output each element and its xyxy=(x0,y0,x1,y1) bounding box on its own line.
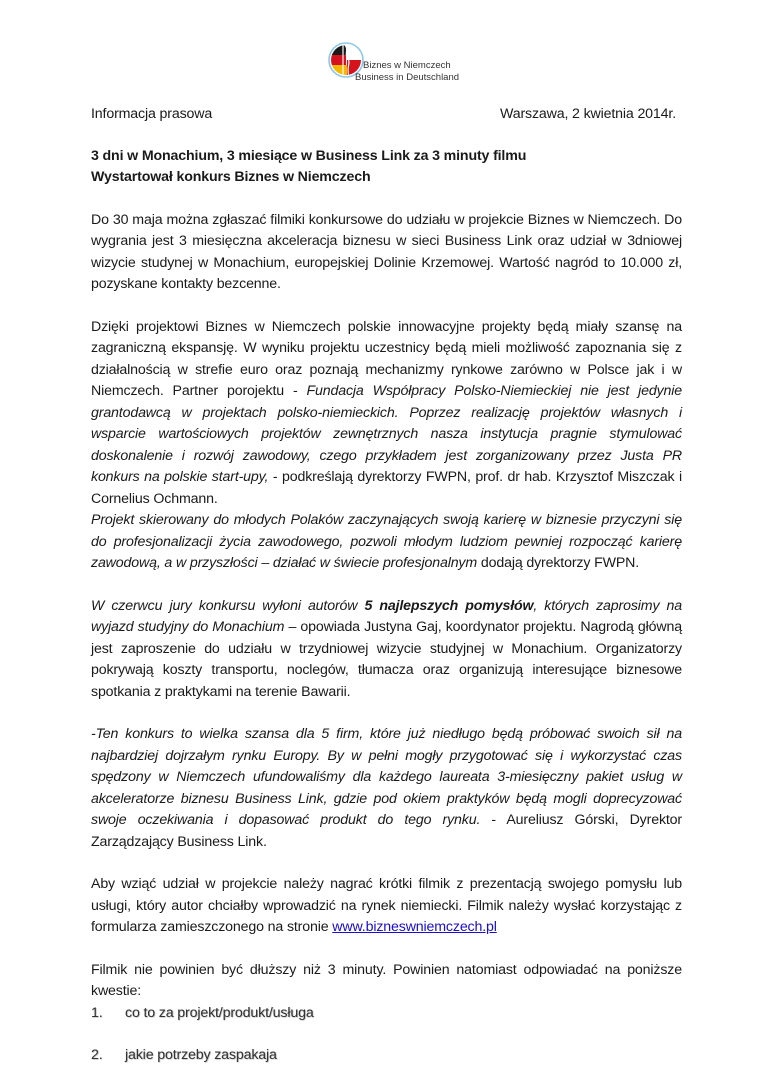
paragraph-1: Do 30 maja można zgłaszać filmiki konkursowe do udziału w projekcie Biznes w Niemczech. Do wygrania jest 3 miesięczna akceleracja biznesu w sieci Business Link oraz udział w 3dniowej wizycie studynej w Monachium, europejskiej Dolinie Krzemowej. Wartość nagród to 10.000 zł, pozyskane kontakty bezcenne. xyxy=(91,211,682,292)
paragraph-2 xyxy=(91,317,682,511)
logo-line-2: Business in Deutschland xyxy=(355,72,460,83)
list-item-text: co to za projekt/produkt/usługa xyxy=(125,1004,314,1021)
list-item xyxy=(91,1003,682,1025)
paragraph-5-quote: -Ten konkurs to wielka szansa dla 5 firm, które już niedługo będą próbować swoich sił na najbardziej dojrzałym rynku Europy. By w pełni mogły przygotować się i wykorzystać czas spędzony w Niemczech ufundowaliśmy dla każdego laureata 3-miesięczny pakiet usług w akceleratorze biznesu Business Link, gdzie pod okiem praktyków będą mogli doprecyzować swoje oczekiwania i dopasować produkt do tego rynku. xyxy=(91,726,682,828)
logo-text xyxy=(355,60,460,84)
document-date: Warszawa, 2 kwietnia 2014r. xyxy=(499,106,676,122)
list-item-number: 1. xyxy=(91,1004,103,1021)
paragraph-7: Filmik nie powinien być dłuższy niż 3 minuty. Powinien natomiast odpowiadać na poniższe kwestie: xyxy=(91,961,682,999)
paragraph-4-text: – opowiada Justyna Gaj, koordynator projektu. Nagrodą główną jest zaproszenie do udziału w trzydniowej wizycie studyjnej w Monachium. Organizatorzy pokrywają koszty transportu, noclegów, tłumacza oraz organizują interesujące biznesowe spotkania z praktykami na terenie Bawarii. xyxy=(91,619,682,700)
question-list xyxy=(91,1003,682,1067)
paragraph-5-text: - Aureliusz Górski, Dyrektor Zarządzający Business Link. xyxy=(91,812,682,850)
list-item-number: 2. xyxy=(91,1047,103,1063)
paragraph-4-quote-a: W czerwcu jury konkursu wyłoni autorów xyxy=(91,597,365,614)
paragraph-5 xyxy=(91,724,682,853)
paragraph-6 xyxy=(91,874,682,939)
paragraph-2-text-a: Dzięki projektowi Biznes w Niemczech polskie innowacyjne projekty będą miały szansę na zagraniczną ekspansję. W wyniku projektu uczestnicy będą mieli możliwość zapoznania się z działalnością w strefie euro oraz poznają mechanizmy rynkowe zarówno w Polsce jak i w Niemczech. Partner porojektu - xyxy=(91,318,682,399)
title-line-1: 3 dni w Monachium, 3 miesiące w Business Link za 3 minuty filmu xyxy=(91,147,527,164)
paragraph-3 xyxy=(91,510,682,575)
website-link[interactable]: www.bizneswniemczech.pl xyxy=(332,919,497,935)
title-line-2: Wystartował konkurs Biznes w Niemczech xyxy=(91,169,371,185)
paragraph-4 xyxy=(91,596,682,704)
list-item-text: jakie potrzeby zaspakaja xyxy=(125,1047,277,1063)
document-title xyxy=(91,146,682,189)
paragraph-4-quote-b: , których zaprosimy na wyjazd studyjny do Monachium xyxy=(91,597,682,635)
paragraph-2-text-c: - podkreślają dyrektorzy FWPN, prof. dr hab. Krzysztof Miszczak i Cornelius Ochmann. xyxy=(91,469,682,507)
document-header xyxy=(91,104,676,126)
document-type-label: Informacja prasowa xyxy=(91,106,213,122)
paragraph-6-text: Aby wziąć udział w projekcie należy nagrać krótki filmik z prezentacją swojego pomysłu lub usługi, który autor chciałby wprowadzić na rynek niemiecki. Filmik należy wysłać korzystając z formularza zamieszczonego na stronie xyxy=(91,876,682,935)
paragraph-4-bold: 5 najlepszych pomysłów xyxy=(364,597,534,614)
logo xyxy=(327,41,477,87)
paragraph-3-quote: Projekt skierowany do młodych Polaków zaczynających swoją karierę w biznesie przyczyni się do profesjonalizacji życia zawodowego, pozwoli młodym ludziom pewniej rozpocząć karierę zawodową, a w przyszłości – działać w świecie profesjonalnym xyxy=(91,512,682,571)
paragraph-2-quote: Fundacja Współpracy Polsko-Niemieckiej nie jest jedynie grantodawcą w projektach polsko-niemieckich. Poprzez realizację projektów własnych i wsparcie wartościowych projektów zewnętrznych nasza instytucja pragnie stymulować doskonalenie i rozwój zawodowy, czego przykładem jest zorganizowany przez Justa PR konkurs na polskie start-upy, xyxy=(91,383,682,485)
paragraph-3-text: dodają dyrektorzy FWPN. xyxy=(477,555,640,571)
list-item xyxy=(91,1045,682,1067)
logo-line-1: Biznes w Niemczech xyxy=(363,60,451,71)
document-body xyxy=(91,104,682,1067)
